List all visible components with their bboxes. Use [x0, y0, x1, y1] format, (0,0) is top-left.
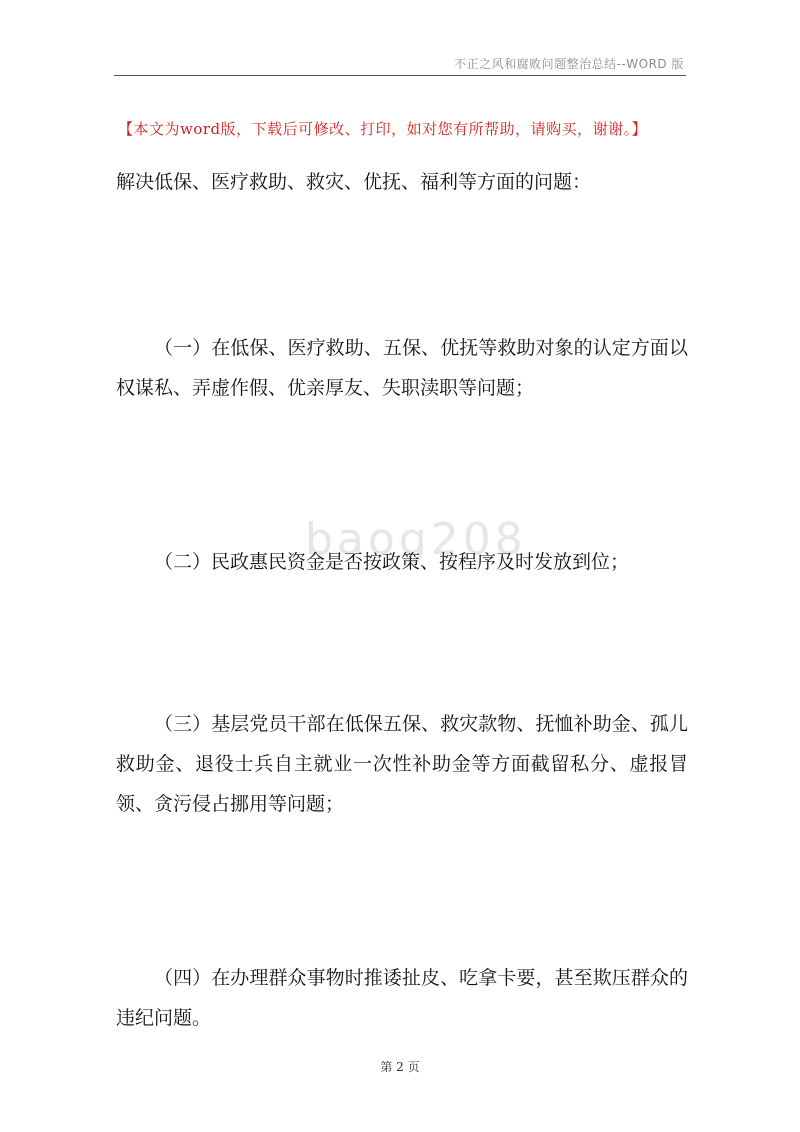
- item-two-paragraph: （二）民政惠民资金是否按政策、按程序及时发放到位；: [154, 551, 630, 573]
- item-four-paragraph: （四）在办理群众事物时推诿扯皮、吃拿卡要，甚至欺压群众的违纪问题。: [116, 967, 688, 1029]
- purchase-notice: 【本文为word版，下载后可修改、打印，如对您有所帮助，请购买，谢谢。】: [118, 120, 648, 138]
- item-three-paragraph: （三）基层党员干部在低保五保、救灾款物、抚恤补助金、孤儿救助金、退役士兵自主就业一次性补助金等方面截留私分、虚报冒领、贪污侵占挪用等问题；: [116, 713, 688, 815]
- intro-paragraph: 解决低保、医疗救助、救灾、优抚、福利等方面的问题：: [116, 171, 592, 193]
- page-header-title: 不正之风和腐败问题整治总结--WORD 版: [454, 57, 684, 71]
- page-number: 第 2 页: [380, 1060, 420, 1074]
- header-divider: [114, 75, 686, 76]
- item-one-paragraph: （一）在低保、医疗救助、五保、优抚等救助对象的认定方面以权谋私、弄虚作假、优亲厚友、失职渎职等问题；: [116, 337, 688, 399]
- watermark: baog208: [305, 514, 527, 565]
